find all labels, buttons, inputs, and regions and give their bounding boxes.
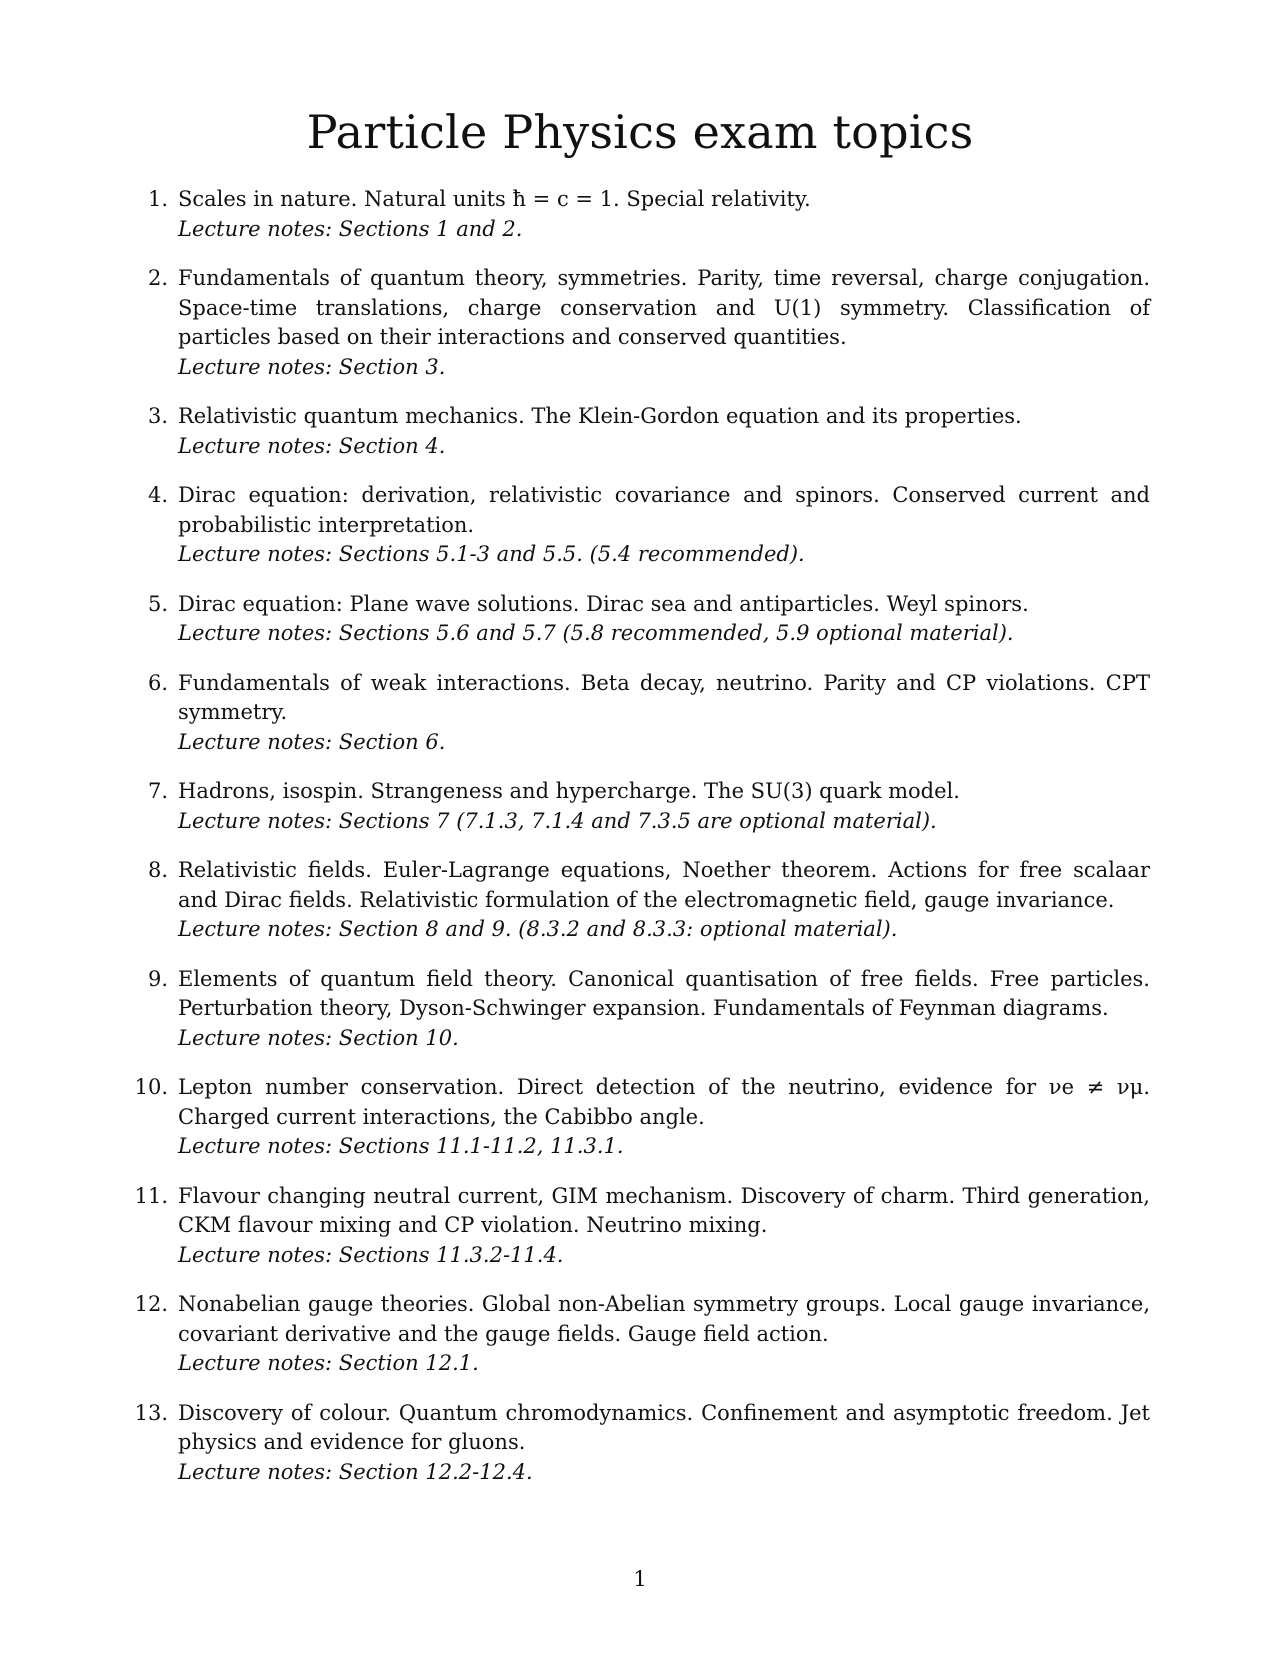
list-item [147, 185, 1150, 244]
topic-text: Discovery of colour. Quantum chromodynamics. Confinement and asymptotic freedom. Jet physics and evidence for gluons. [178, 1400, 1150, 1454]
lecture-notes: Lecture notes: Sections 5.6 and 5.7 (5.8 recommended, 5.9 optional material). [178, 621, 1014, 645]
lecture-notes: Lecture notes: Section 3. [178, 354, 446, 379]
topic-text: Dirac equation: derivation, relativistic covariance and spinors. Conserved current and probabilistic interpretation. [178, 483, 1150, 537]
lecture-notes: Lecture notes: Sections 11.1-11.2, 11.3.1. [178, 1134, 624, 1158]
item-number: 2. [147, 266, 168, 290]
list-item [134, 1290, 1150, 1379]
list-item [134, 1182, 1150, 1271]
lecture-notes: Lecture notes: Section 8 and 9. (8.3.2 and 8.3.3: optional material). [178, 917, 898, 941]
item-number: 5. [147, 591, 168, 616]
topic-text: Elements of quantum field theory. Canonical quantisation of free fields. Free particles. Perturbation theory, Dyson-Schwinger expansion. Fundamentals of Feynman diagrams. [178, 966, 1150, 1020]
list-item [147, 856, 1150, 945]
topic-text: Relativistic quantum mechanics. The Klein-Gordon equation and its properties. [178, 404, 1022, 428]
topic-text: Flavour changing neutral current, GIM mechanism. Discovery of charm. Third generation, CKM flavour mixing and CP violation. Neutrino mixing. [178, 1183, 1150, 1237]
item-number: 3. [147, 404, 168, 428]
lecture-notes: Lecture notes: Section 10. [178, 1025, 459, 1050]
item-number: 9. [147, 966, 168, 991]
item-number: 4. [147, 483, 168, 507]
lecture-notes: Lecture notes: Section 6. [178, 729, 446, 754]
item-number: 10. [134, 1075, 168, 1099]
topic-text: Fundamentals of weak interactions. Beta decay, neutrino. Parity and CP violations. CPT symmetry. [178, 670, 1150, 724]
list-item [134, 1073, 1150, 1162]
list-item [147, 264, 1150, 382]
list-item [147, 402, 1150, 461]
lecture-notes: Lecture notes: Section 12.2-12.4. [178, 1459, 533, 1484]
item-number: 6. [147, 670, 168, 695]
list-item [134, 1399, 1150, 1488]
list-item [147, 777, 1150, 836]
lecture-notes: Lecture notes: Sections 5.1-3 and 5.5. (5.4 recommended). [178, 542, 805, 566]
page-title: Particle Physics exam topics [306, 105, 974, 159]
topic-text: Fundamentals of quantum theory, symmetries. Parity, time reversal, charge conjugation. Space-time translations, charge conservation and U(1) symmetry. Classification of particles based on their interactions and conserved quantities. [178, 266, 1150, 349]
topic-text: Scales in nature. Natural units ħ = c = 1. Special relativity. [178, 187, 811, 211]
lecture-notes: Lecture notes: Section 12.1. [178, 1351, 479, 1375]
item-number: 12. [134, 1292, 168, 1316]
lecture-notes: Lecture notes: Sections 11.3.2-11.4. [178, 1242, 564, 1267]
list-item [147, 965, 1150, 1054]
page-number: 1 [633, 1567, 647, 1591]
list-item [147, 669, 1150, 758]
topic-text: Lepton number conservation. Direct detection of the neutrino, evidence for νe ≠ νμ. Charged current interactions, the Cabibbo angle. [178, 1075, 1150, 1129]
lecture-notes: Lecture notes: Section 4. [178, 433, 446, 458]
item-number: 1. [147, 187, 168, 211]
item-number: 8. [147, 858, 168, 882]
topic-text: Hadrons, isospin. Strangeness and hypercharge. The SU(3) quark model. [178, 779, 960, 803]
item-number: 7. [147, 779, 168, 803]
topic-list [134, 185, 1150, 1507]
list-item [147, 481, 1150, 570]
topic-text: Relativistic fields. Euler-Lagrange equations, Noether theorem. Actions for free scalaar and Dirac fields. Relativistic formulation of the electromagnetic field, gauge invariance. [178, 858, 1150, 912]
item-number: 11. [134, 1183, 168, 1208]
item-number: 13. [134, 1400, 168, 1425]
lecture-notes: Lecture notes: Sections 1 and 2. [178, 216, 523, 241]
topic-text: Dirac equation: Plane wave solutions. Dirac sea and antiparticles. Weyl spinors. [178, 591, 1029, 616]
lecture-notes: Lecture notes: Sections 7 (7.1.3, 7.1.4 and 7.3.5 are optional material). [178, 808, 937, 833]
topic-text: Nonabelian gauge theories. Global non-Abelian symmetry groups. Local gauge invariance, covariant derivative and the gauge fields. Gauge field action. [178, 1292, 1150, 1346]
list-item [147, 590, 1150, 649]
